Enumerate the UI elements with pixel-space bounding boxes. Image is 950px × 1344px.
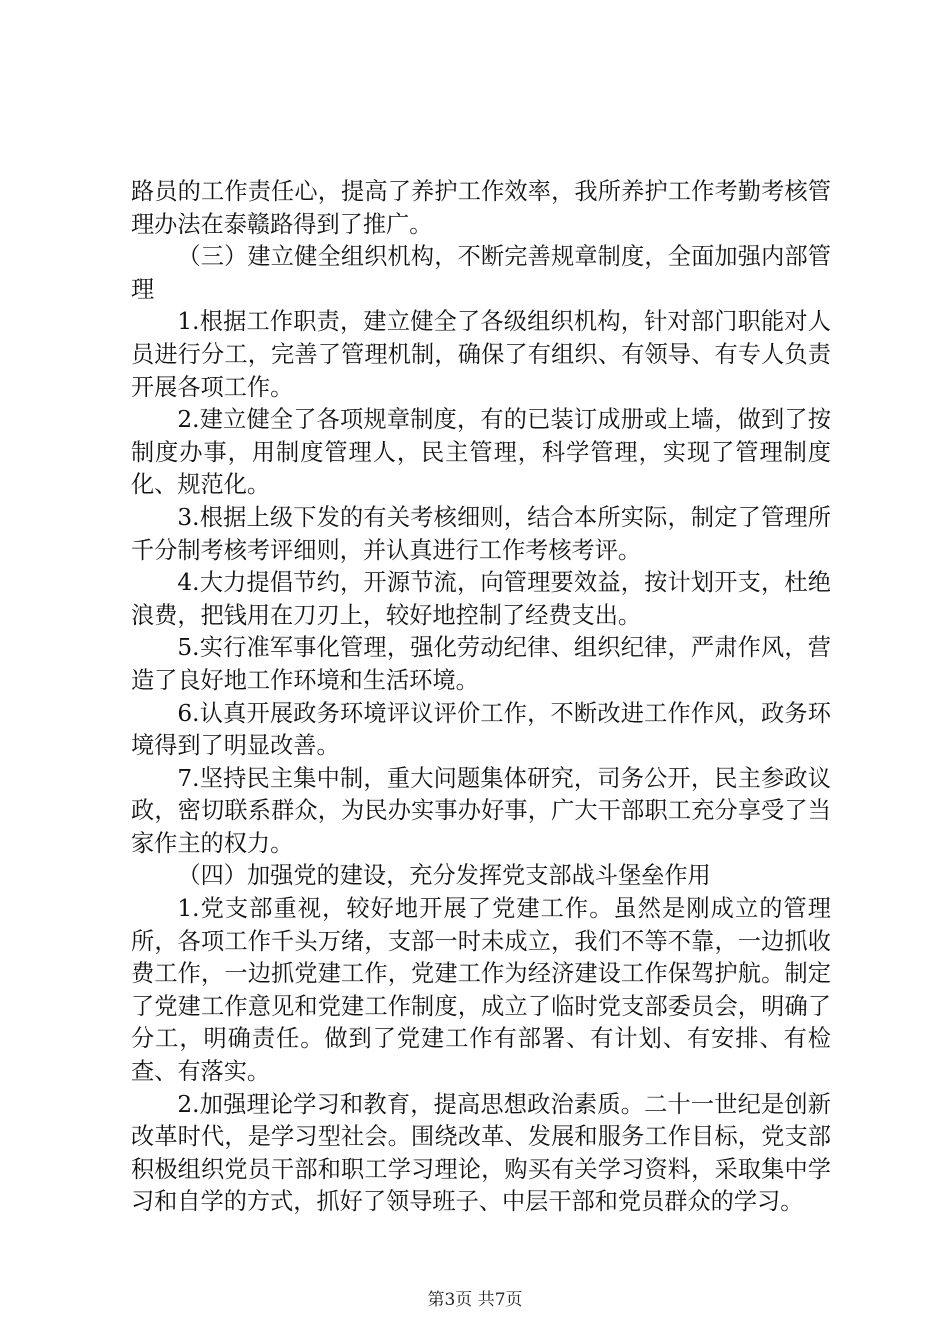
party-item-1: 1.党支部重视，较好地开展了党建工作。虽然是刚成立的管理所，各项工作千头万绪，支部一时未成立，我们不等不靠，一边抓收费工作，一边抓党建工作，党建工作为经济建设工作保驾护航。制定了党建工作意见和党建工作制度，成立了临时党支部委员会，明确了分工，明确责任。做到了党建工作有部署、有计划、有安排、有检查、有落实。 — [131, 895, 831, 1086]
list-item-1: 1.根据工作职责，建立健全了各级组织机构，针对部门职能对人员进行分工，完善了管理机制，确保了有组织、有领导、有专人负责开展各项工作。 — [131, 308, 831, 401]
section-heading-4: （四）加强党的建设，充分发挥党支部战斗堡垒作用 — [177, 862, 711, 890]
section-heading-3: （三）建立健全组织机构，不断完善规章制度，全面加强内部管理 — [131, 243, 831, 303]
document-body — [131, 176, 831, 1219]
list-item-7: 7.坚持民主集中制，重大问题集体研究，司务公开，民主参政议政，密切联系群众，为民办实事办好事，广大干部职工充分享受了当家作主的权力。 — [131, 764, 831, 857]
list-item-3: 3.根据上级下发的有关考核细则，结合本所实际，制定了管理所千分制考核考评细则，并认真进行工作考核考评。 — [131, 503, 831, 564]
party-item-2: 2.加强理论学习和教育，提高思想政治素质。二十一世纪是创新改革时代，是学习型社会。围绕改革、发展和服务工作目标，党支部积极组织党员干部和职工学习理论，购买有关学习资料，采取集中学习和自学的方式，抓好了领导班子、中层干部和党员群众的学习。 — [131, 1090, 831, 1216]
list-item-5: 5.实行准军事化管理，强化劳动纪律、组织纪律，严肃作风，营造了良好地工作环境和生活环境。 — [131, 634, 831, 694]
list-item-6: 6.认真开展政务环境评议评价工作，不断改进工作作风，政务环境得到了明显改善。 — [131, 699, 831, 760]
list-item-2: 2.建立健全了各项规章制度，有的已装订成册或上墙，做到了按制度办事，用制度管理人，民主管理，科学管理，实现了管理制度化、规范化。 — [131, 406, 831, 499]
page-number-footer: 第3页 共7页 — [427, 1290, 523, 1310]
paragraph-continuation: 路员的工作责任心，提高了养护工作效率，我所养护工作考勤考核管理办法在泰赣路得到了推广。 — [131, 178, 831, 238]
list-item-4: 4.大力提倡节约，开源节流，向管理要效益，按计划开支，杜绝浪费，把钱用在刀刃上，较好地控制了经费支出。 — [131, 569, 831, 629]
